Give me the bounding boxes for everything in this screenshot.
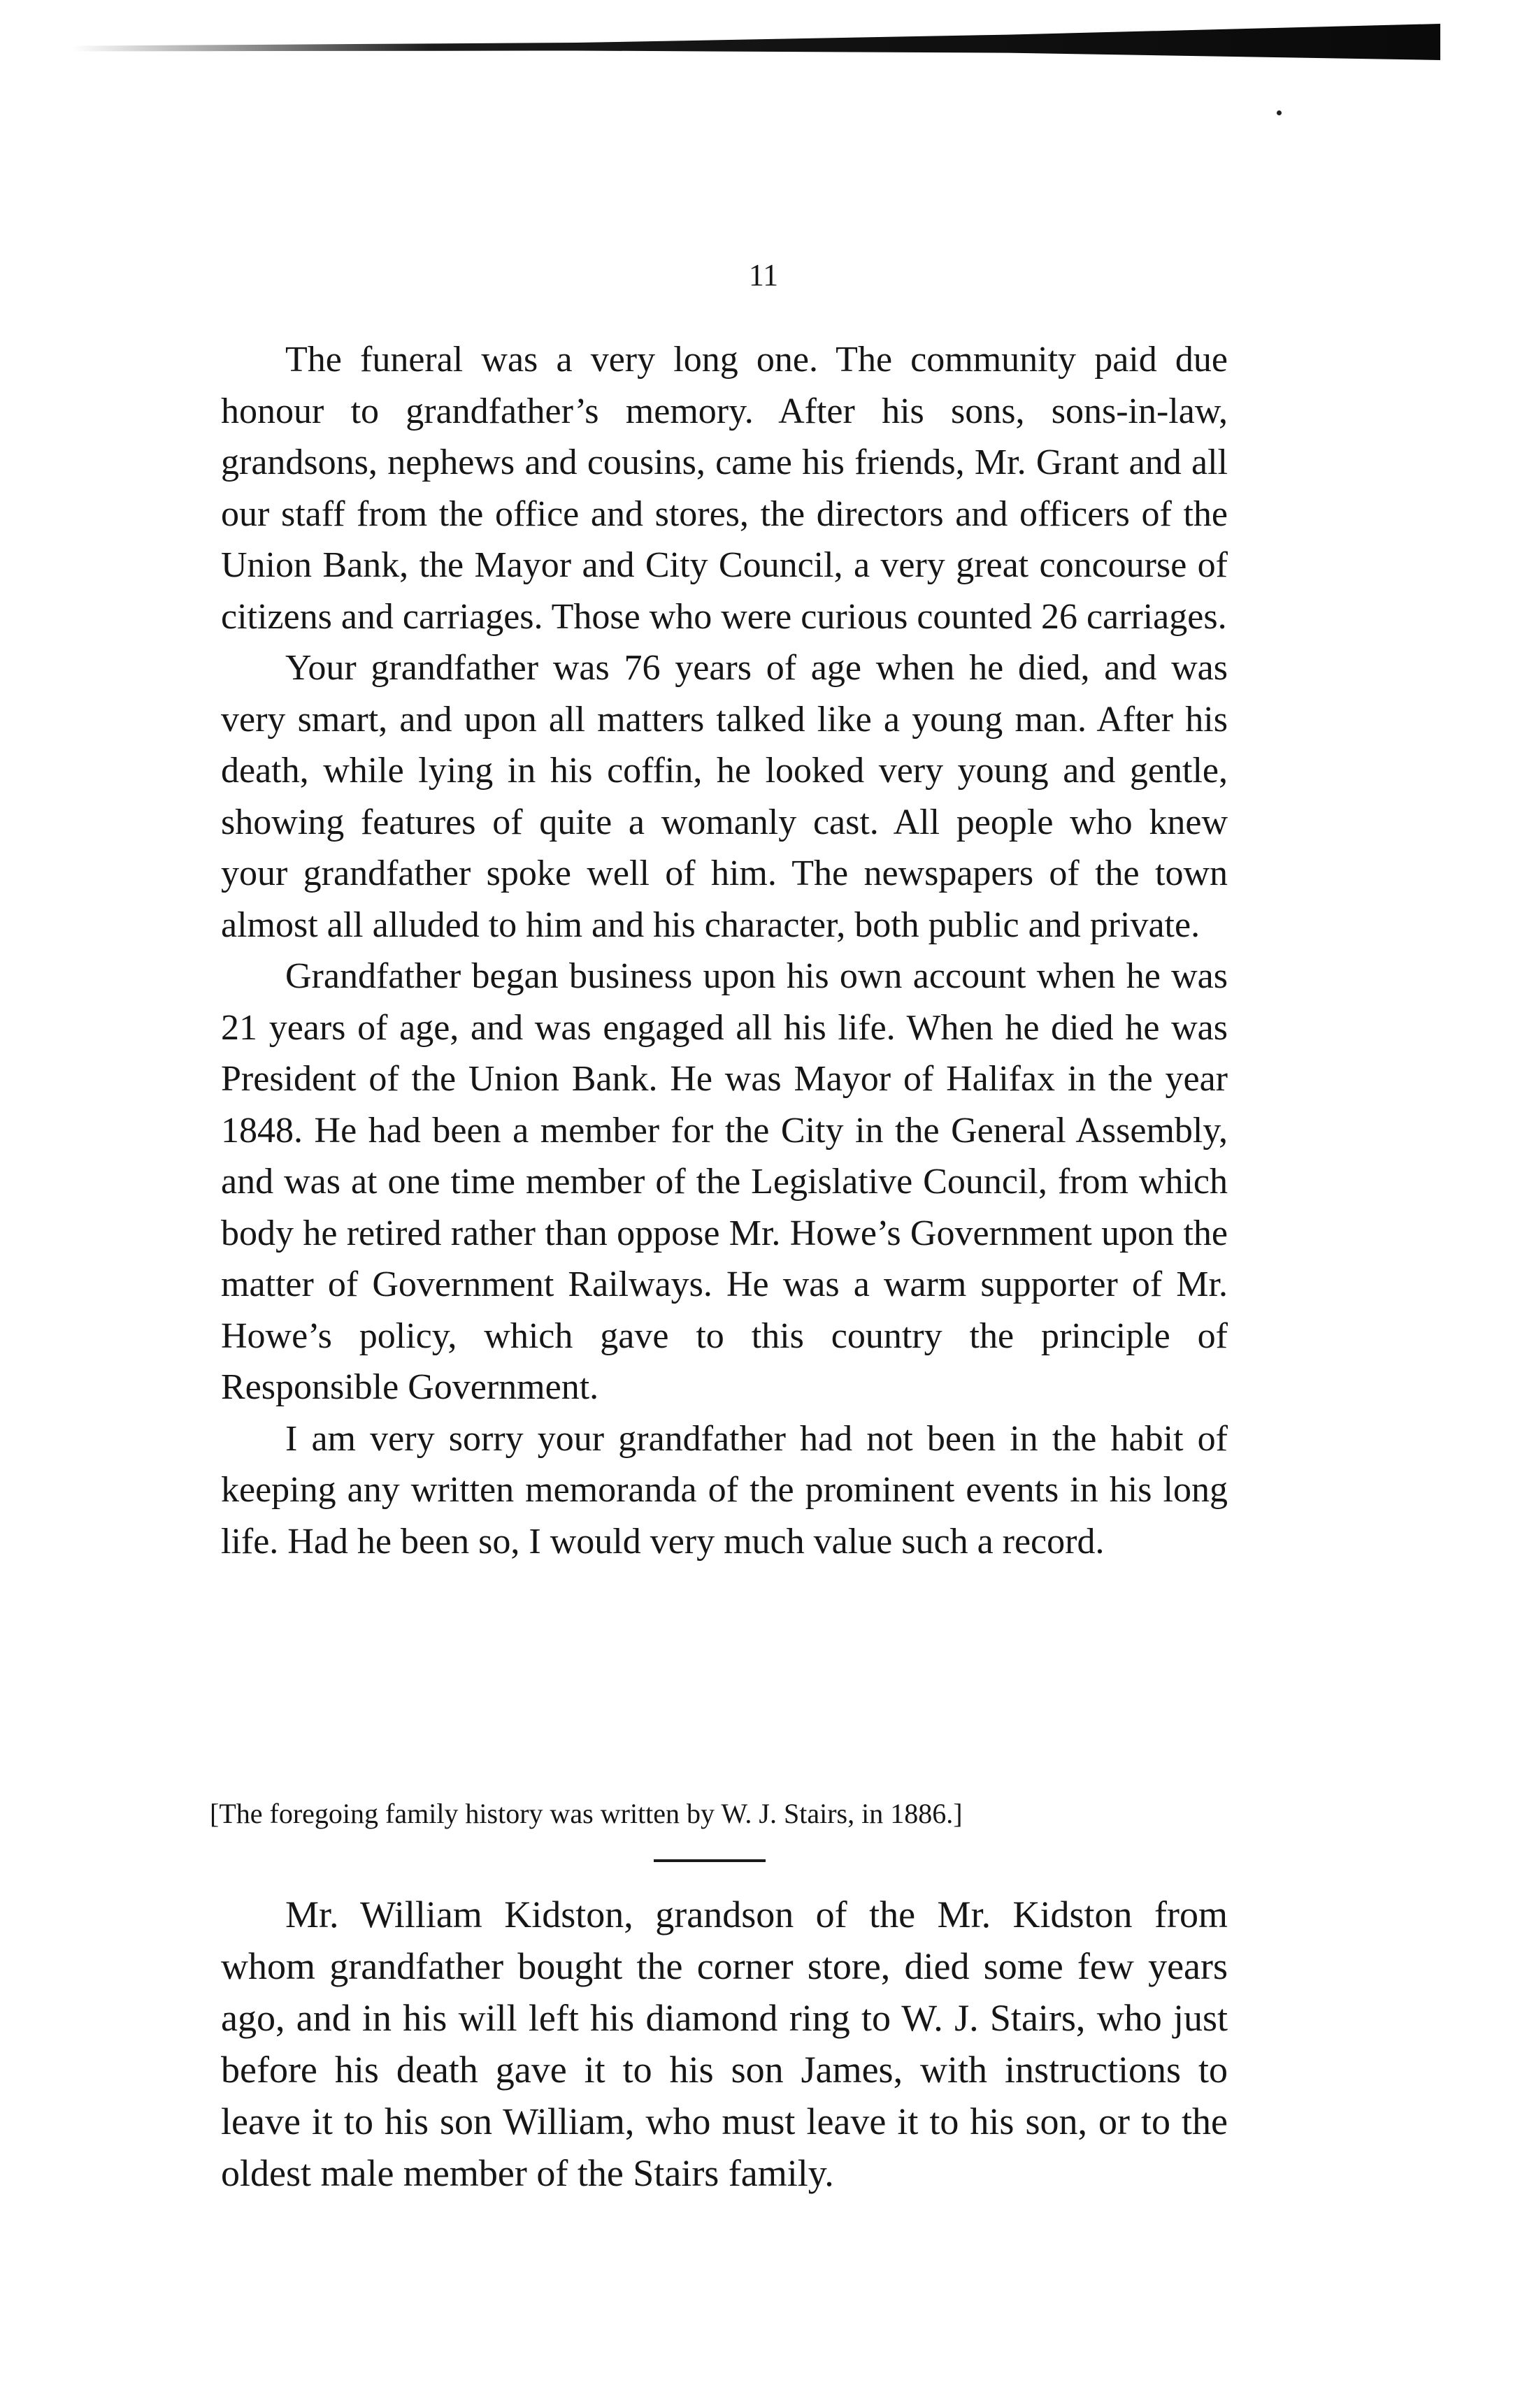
top-printing-rule [0, 24, 1440, 60]
paragraph-kidston-ring: Mr. William Kidston, grandson of the Mr. Kidston from whom grandfather bought the corner store, died some few years ago, and in his will left his diamond ring to W. J. Stairs, who just before his death gave it to his son James, with instructions to leave it to his son William, who must leave it to his son, or to the oldest male member of the Stairs family. [221, 1894, 1228, 2194]
paragraph-memoranda: I am very sorry your grandfather had not been in the habit of keeping any written memoranda of the prominent events in his long life. Had he been so, I would very much value such a record. [221, 1418, 1228, 1562]
section-divider [654, 1859, 766, 1862]
page-number: 11 [748, 258, 779, 292]
main-text [221, 334, 1228, 1567]
attribution-note: [The foregoing family history was written by W. J. Stairs, in 1886.] [210, 1798, 963, 1829]
postscript-text [221, 1889, 1228, 2199]
ink-speck [1277, 110, 1282, 115]
paragraph-business-career: Grandfather began business upon his own account when he was 21 years of age, and was engaged all his life. When he died he was President of the Union Bank. He was Mayor of Halifax in the year 1848. He had been a member for the City in the General Assembly, and was at one time member of the Legislative Council, from which body he retired rather than oppose Mr. Howe’s Government upon the matter of Government Railways. He was a warm supporter of Mr. Howe’s policy, which gave to this country the principle of Responsible Government. [221, 956, 1228, 1407]
paragraph-age-and-death: Your grandfather was 76 years of age when he died, and was very smart, and upon all matters talked like a young man. After his death, while lying in his coffin, he looked very young and gentle, showing features of quite a womanly cast. All people who knew your grandfather spoke well of him. The newspapers of the town almost all alluded to him and his character, both public and private. [221, 648, 1228, 945]
paragraph-funeral: The funeral was a very long one. The community paid due honour to grandfather’s memory. After his sons, sons-in-law, grandsons, nephews and cousins, came his friends, Mr. Grant and all our staff from the office and stores, the directors and officers of the Union Bank, the Mayor and City Council, a very great concourse of citizens and carriages. Those who were curious counted 26 carriages. [221, 340, 1228, 637]
